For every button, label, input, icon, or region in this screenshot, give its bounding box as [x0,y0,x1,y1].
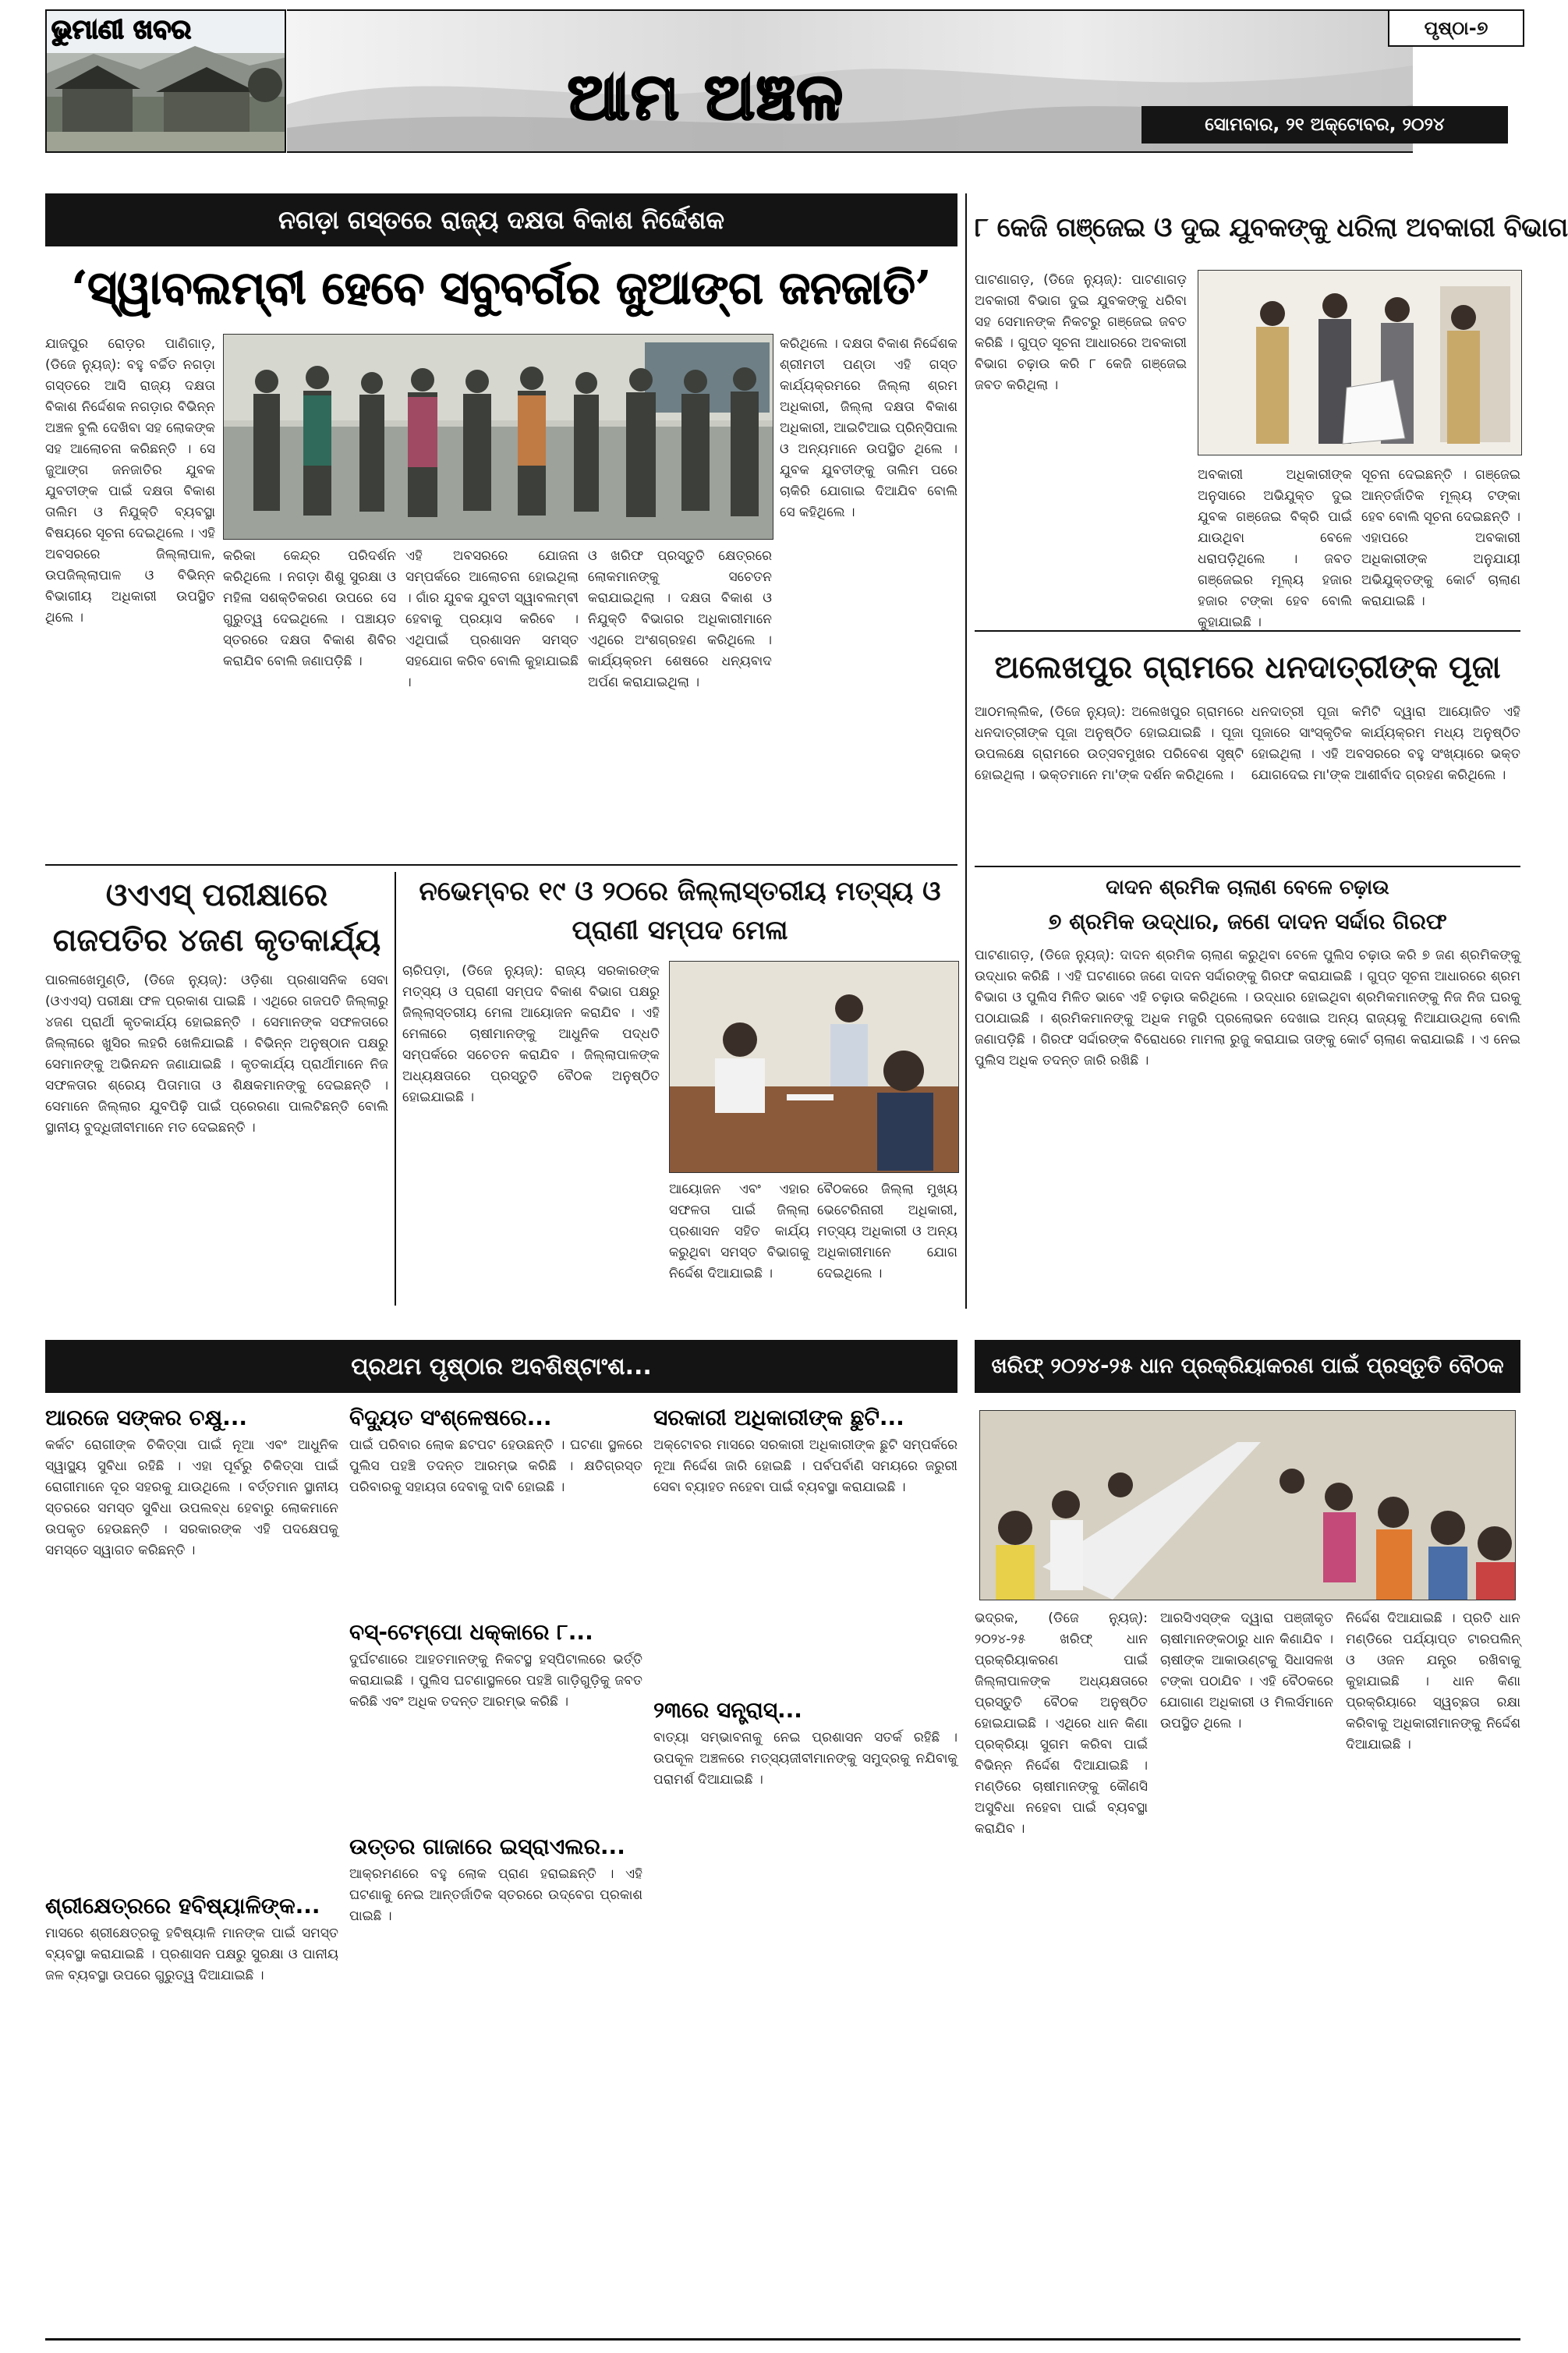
labour-kicker: ଦାଦନ ଶ୍ରମିକ ଚାଲାଣ ବେଳେ ଚଢ଼ାଉ [1106,876,1389,899]
oas-mela-rule [395,872,396,1306]
lead-photo [223,334,773,540]
kharif-col-2: ଆରସିଏସ୍ଙ୍କ ଦ୍ୱାରା ପଞ୍ଜୀକୃତ ଚାଷୀମାନଙ୍କଠାରୁ ଧାନ କିଣାଯିବ । ଚାଷୀଙ୍କ ଆକାଉଣ୍ଟକୁ ସିଧାସଳଖ ଟଙ୍କା ପଠାଯିବ । ଏହି ବୈଠକରେ ଯୋଗାଣ ଅଧିକାରୀ ଓ ମିଲର୍ସମାନେ ଉପସ୍ଥିତ ଥିଲେ । [1160,1611,1333,1731]
lead-col-2: କରିଥିଲେ । ଦକ୍ଷତା ବିକାଶ ନିର୍ଦ୍ଦେଶକ ଶ୍ରୀମତୀ ପଣ୍ଡା ଏହି ଗସ୍ତ କାର୍ଯ୍ୟକ୍ରମରେ ଜିଲ୍ଲା ଶ୍ରମ ଅଧିକାରୀ, ଜିଲ୍ଲା ଦକ୍ଷତା ବିକାଶ ଅଧିକାରୀ, ଆଇଟିଆଇ ପ୍ରିନ୍ସିପାଲ ଓ ଅନ୍ୟମାନେ ଉପସ୍ଥିତ ଥିଲେ । ଯୁବକ ଯୁବତୀଙ୍କୁ ତାଲିମ ପରେ ଚାକିରି ଯୋଗାଇ ଦିଆଯିବ ବୋଲି ସେ କହିଥିଲେ । [780,336,957,520]
puja-col-1: ଆଠମଲ୍ଲିକ, (ଡିଜେ ନ୍ୟୁଜ୍): ଅଲେଖପୁର ଗ୍ରାମରେ ଧନଦାତ୍ରୀଙ୍କ ପୂଜା ଅନୁଷ୍ଠିତ ହୋଇଯାଇଛି । ପୂଜା ଉପଲକ୍ଷେ ଗ୍ରାମରେ ଉତ୍ସବମୁଖର ପରିବେଶ ସୃଷ୍ଟି ହୋଇଥିଲା । ଭକ୍ତମାନେ ମା'ଙ୍କ ଦର୍ଶନ କରିଥିଲେ । [975,704,1244,783]
footer-rule [45,2338,1520,2341]
issue-date: ସୋମବାର, ୨୧ ଅକ୍ଟୋବର, ୨୦୨୪ [1141,106,1508,144]
kharif-headline: ଖରିଫ୍ ୨୦୨୪-୨୫ ଧାନ ପ୍ରକ୍ରିୟାକରଣ ପାଇଁ ପ୍ରସ୍ତୁତି ବୈଠକ [991,1354,1504,1378]
kharif-col-1: ଭଦ୍ରକ, (ଡିଜେ ନ୍ୟୁଜ୍): ୨୦୨୪-୨୫ ଖରିଫ୍ ଧାନ ପ୍ରକ୍ରିୟାକରଣ ପାଇଁ ଜିଲ୍ଲାପାଳଙ୍କ ଅଧ୍ୟକ୍ଷତାରେ ପ୍ରସ୍ତୁତି ବୈଠକ ଅନୁଷ୍ଠିତ ହୋଇଯାଇଛି । ଏଥିରେ ଧାନ କିଣା ପ୍ରକ୍ରିୟା ସୁଗମ କରିବା ପାଇଁ ବିଭିନ୍ନ ନିର୍ଦ୍ଦେଶ ଦିଆଯାଇଛି । ମଣ୍ଡିରେ ଚାଷୀମାନଙ୍କୁ କୌଣସି ଅସୁବିଧା ନହେବା ପାଇଁ ବ୍ୟବସ୍ଥା କରାଯିବ । [975,1611,1148,1837]
lead-kicker-bar [45,193,957,246]
puja-rule [975,630,1520,632]
puja-col-2: ଧନଦାତ୍ରୀ ପୂଜା କମିଟି ଦ୍ୱାରା ଆୟୋଜିତ ଏହି ପୂଜାରେ ସାଂସ୍କୃତିକ କାର୍ଯ୍ୟକ୍ରମ ମଧ୍ୟ ଅନୁଷ୍ଠିତ ହୋଇଥିଲା । ଏହି ଅବସରରେ ବହୁ ସଂଖ୍ୟାରେ ଭକ୍ତ ଯୋଗଦେଇ ମା'ଙ୍କ ଆଶୀର୍ବାଦ ଗ୍ରହଣ କରିଥିଲେ । [1251,704,1520,783]
ganja-headline: ୮ କେଜି ଗଞ୍ଜେଇ ଓ ଦୁଇ ଯୁବକଙ୍କୁ ଧରିଲା ଅବକାରୀ ବିଭାଗ [975,212,1568,243]
remainder-text: ଆକ୍ରମଣରେ ବହୁ ଲୋକ ପ୍ରାଣ ହରାଇଛନ୍ତି । ଏହି ଘଟଣାକୁ ନେଇ ଆନ୍ତର୍ଜାତିକ ସ୍ତରରେ ଉଦ୍ବେଗ ପ୍ରକାଶ ପାଇଛି । [349,1866,642,1924]
mela-col-1: ଚାରିପଡ଼ା, (ଡିଜେ ନ୍ୟୁଜ୍): ରାଜ୍ୟ ସରକାରଙ୍କ ମତ୍ସ୍ୟ ଓ ପ୍ରାଣୀ ସମ୍ପଦ ବିକାଶ ବିଭାଗ ପକ୍ଷରୁ ଜିଲ୍ଲାସ୍ତରୀୟ ମେଳା ଆୟୋଜନ କରାଯିବ । ଏହି ମେଳାରେ ଚାଷୀମାନଙ୍କୁ ଆଧୁନିକ ପଦ୍ଧତି ସମ୍ପର୍କରେ ସଚେତନ କରାଯିବ । ଜିଲ୍ଲାପାଳଙ୍କ ଅଧ୍ୟକ୍ଷତାରେ ପ୍ରସ୍ତୁତି ବୈଠକ ଅନୁଷ୍ଠିତ ହୋଇଯାଇଛି । [402,963,660,1105]
remainder-heading: ବିଦ୍ୟୁତ ସଂଶ୍ଳେଷରେ... [349,1405,552,1430]
ganja-col-2: ଅବକାରୀ ଅଧିକାରୀଙ୍କ ଅନୁସାରେ ଅଭିଯୁକ୍ତ ଦୁଇ ଯୁବକ ଗଞ୍ଜେଇ ବିକ୍ରି ପାଇଁ ଯାଉଥିବା ବେଳେ ଧରାପଡ଼ିଥିଲେ । ଜବତ ଗଞ୍ଜେଇର ମୂଲ୍ୟ ହଜାର ହଜାର ଟଙ୍କା ହେବ ବୋଲି କୁହାଯାଇଛି । [1198,467,1352,630]
remainder-title-bar [45,1340,957,1393]
ganja-col-3: ସୂଚନା ଦେଇଛନ୍ତି । ଗଞ୍ଜେଇ ଆନ୍ତର୍ଜାତିକ ମୂଲ୍ୟ ଟଙ୍କା ହେବ ବୋଲି ସୂଚନା ଦେଇଛନ୍ତି । ଏହାପରେ ଅବକାରୀ ଅଧିକାରୀଙ୍କ ଅନୁଯାୟୀ ଅଭିଯୁକ୍ତଙ୍କୁ କୋର୍ଟ ଚାଲାଣ କରାଯାଇଛି । [1361,467,1520,609]
remainder-text: ଅକ୍ଟୋବର ମାସରେ ସରକାରୀ ଅଧିକାରୀଙ୍କ ଛୁଟି ସମ୍ପର୍କରେ ନୂଆ ନିର୍ଦ୍ଦେଶ ଜାରି ହୋଇଛି । ପର୍ବପର୍ବାଣି ସମୟରେ ଜରୁରୀ ସେବା ବ୍ୟାହତ ନହେବା ପାଇଁ ବ୍ୟବସ୍ଥା କରାଯାଇଛି । [653,1437,957,1495]
labour-rule [975,866,1520,867]
remainder-heading: ସରକାରୀ ଅଧିକାରୀଙ୍କ ଛୁଟି... [653,1405,904,1430]
labour-headline: ୭ ଶ୍ରମିକ ଉଦ୍ଧାର, ଜଣେ ଦାଦନ ସର୍ଦ୍ଦାର ଗିରଫ [1048,909,1447,934]
lead-col-4: ଏହି ଅବସରରେ ଯୋଜନା ସମ୍ପର୍କରେ ଆଲୋଚନା ହୋଇଥିଲା । ଗାଁର ଯୁବକ ଯୁବତୀ ସ୍ୱାବଲମ୍ବୀ ହେବାକୁ ପ୍ରୟାସ କରିବେ । ଏଥିପାଇଁ ପ୍ରଶାସନ ସମସ୍ତ ସହଯୋଗ କରିବ ବୋଲି କୁହାଯାଇଛି । [405,548,579,690]
labour-body: ପାଟଣାଗଡ଼, (ଡିଜେ ନ୍ୟୁଜ୍): ଦାଦନ ଶ୍ରମିକ ଚାଲାଣ କରୁଥିବା ବେଳେ ପୁଲିସ ଚଢ଼ାଉ କରି ୭ ଜଣ ଶ୍ରମିକଙ୍କୁ ଉଦ୍ଧାର କରିଛି । ଏହି ଘଟଣାରେ ଜଣେ ଦାଦନ ସର୍ଦ୍ଦାରଙ୍କୁ ଗିରଫ କରାଯାଇଛି । ଗୁପ୍ତ ସୂଚନା ଆଧାରରେ ଶ୍ରମ ବିଭାଗ ଓ ପୁଲିସ ମିଳିତ ଭାବେ ଏହି ଚଢ଼ାଉ କରିଥିଲେ । ଉଦ୍ଧାର ହୋଇଥିବା ଶ୍ରମିକମାନଙ୍କୁ ନିଜ ନିଜ ଘରକୁ ପଠାଯାଇଛି । ଶ୍ରମିକମାନଙ୍କୁ ଅଧିକ ମଜୁରି ପ୍ରଲୋଭନ ଦେଖାଇ ଅନ୍ୟ ରାଜ୍ୟକୁ ନିଆଯାଉଥିଲା ବୋଲି ଜଣାପଡ଼ିଛି । ଗିରଫ ସର୍ଦ୍ଦାରଙ୍କ ବିରୋଧରେ ମାମଲା ରୁଜୁ କରାଯାଇ ତାଙ୍କୁ କୋର୍ଟ ଚାଲାଣ କରାଯାଇଛି । ଏ ନେଇ ପୁଲିସ ଅଧିକ ତଦନ୍ତ ଜାରି ରଖିଛି । [975,948,1520,1068]
oas-rule [45,864,957,866]
remainder-heading: ଆରଜେ ସଙ୍କର ଚକ୍ଷୁ... [45,1405,247,1430]
remainder-heading: ଶ୍ରୀକ୍ଷେତ୍ରରେ ହବିଷ୍ୟାଳିଙ୍କ... [45,1893,320,1919]
remainder-col-1 [45,1401,338,2329]
lead-col-3: କରିକା କେନ୍ଦ୍ର ପରିଦର୍ଶନ କରିଥିଲେ । ନଗଡ଼ା ଶିଶୁ ସୁରକ୍ଷା ଓ ମହିଳା ସଶକ୍ତିକରଣ ଉପରେ ସେ ଗୁରୁତ୍ୱ ଦେଇଥିଲେ । ପଞ୍ଚାୟତ ସ୍ତରରେ ଦକ୍ଷତା ବିକାଶ ଶିବିର କରାଯିବ ବୋଲି ଜଣାପଡ଼ିଛି । [223,548,396,669]
remainder-text: ବାତ୍ୟା ସମ୍ଭାବନାକୁ ନେଇ ପ୍ରଶାସନ ସତର୍କ ରହିଛି । ଉପକୂଳ ଅଞ୍ଚଳରେ ମତ୍ସ୍ୟଜୀବୀମାନଙ୍କୁ ସମୁଦ୍ରକୁ ନଯିବାକୁ ପରାମର୍ଶ ଦିଆଯାଇଛି । [653,1730,957,1788]
puja-headline: ଅଲେଖପୁର ଗ୍ରାମରେ ଧନଦାତ୍ରୀଙ୍କ ପୂଜା [994,650,1501,686]
column-rule [965,193,967,1309]
remainder-text: ମାସରେ ଶ୍ରୀକ୍ଷେତ୍ରକୁ ହବିଷ୍ୟାଳି ମାନଙ୍କ ପାଇଁ ସମସ୍ତ ବ୍ୟବସ୍ଥା କରାଯାଇଛି । ପ୍ରଶାସନ ପକ୍ଷରୁ ସୁରକ୍ଷା ଓ ପାନୀୟ ଜଳ ବ୍ୟବସ୍ଥା ଉପରେ ଗୁରୁତ୍ୱ ଦିଆଯାଇଛି । [45,1926,338,1983]
remainder-heading: ୨୩ରେ ସନ୍ତ୍ରାସ୍... [653,1697,802,1723]
section-title: ଆମ ଅଞ୍ଚଳ [568,59,844,134]
lead-col-1: ଯାଜପୁର ରୋଡ଼ର ପାଣିଗାଡ଼, (ଡିଜେ ନ୍ୟୁଜ୍): ବହୁ ବର୍ଚ୍ଚିତ ନଗଡ଼ା ଗସ୍ତରେ ଆସି ରାଜ୍ୟ ଦକ୍ଷତା ବିକାଶ ନିର୍ଦ୍ଦେଶକ ନଗଡ଼ାର ବିଭିନ୍ନ ଅଞ୍ଚଳ ବୁଲି ଦେଖିବା ସହ ଲୋକଙ୍କ ସହ ଆଲୋଚନା କରିଛନ୍ତି । ସେ ଜୁଆଙ୍ଗ ଜନଜାତିର ଯୁବକ ଯୁବତୀଙ୍କ ପାଇଁ ଦକ୍ଷତା ବିକାଶ ତାଲିମ ଓ ନିଯୁକ୍ତି ବ୍ୟବସ୍ଥା ବିଷୟରେ ସୂଚନା ଦେଇଥିଲେ । ଏହି ଅବସରରେ ଜିଲ୍ଲାପାଳ, ଉପଜିଲ୍ଲାପାଳ ଓ ବିଭିନ୍ନ ବିଭାଗୀୟ ଅଧିକାରୀ ଉପସ୍ଥିତ ଥିଲେ । [45,336,215,625]
oas-headline-1: ଓଏଏସ୍ ପରୀକ୍ଷାରେ [105,877,328,913]
oas-body: ପାରଳାଖେମୁଣ୍ଡି, (ଡିଜେ ନ୍ୟୁଜ୍): ଓଡ଼ିଶା ପ୍ରଶାସନିକ ସେବା (ଓଏଏସ୍) ପରୀକ୍ଷା ଫଳ ପ୍ରକାଶ ପାଇଛି । ଏଥିରେ ଗଜପତି ଜିଲ୍ଲାରୁ ୪ଜଣ ପ୍ରାର୍ଥୀ କୃତକାର୍ଯ୍ୟ ହୋଇଛନ୍ତି । ସେମାନଙ୍କ ସଫଳତାରେ ଜିଲ୍ଲାରେ ଖୁସିର ଲହରି ଖେଳିଯାଇଛି । ବିଭିନ୍ନ ଅନୁଷ୍ଠାନ ପକ୍ଷରୁ ସେମାନଙ୍କୁ ଅଭିନନ୍ଦନ ଜଣାଯାଇଛି । କୃତକାର୍ଯ୍ୟ ପ୍ରାର୍ଥୀମାନେ ନିଜ ସଫଳତାର ଶ୍ରେୟ ପିତାମାତା ଓ ଶିକ୍ଷକମାନଙ୍କୁ ଦେଇଛନ୍ତି । ସେମାନେ ଜିଲ୍ଲାର ଯୁବପିଢ଼ି ପାଇଁ ପ୍ରେରଣା ପାଲଟିଛନ୍ତି ବୋଲି ସ୍ଥାନୀୟ ବୁଦ୍ଧିଜୀବୀମାନେ ମତ ଦେଇଛନ୍ତି । [45,973,388,1136]
remainder-col-2 [349,1401,642,2329]
brand-name: ଭୁମାଣୀ ଖବର [51,14,192,45]
mela-col-3: ବୈଠକରେ ଜିଲ୍ଲା ମୁଖ୍ୟ ଭେଟେରିନାରୀ ଅଧିକାରୀ, ମତ୍ସ୍ୟ ଅଧିକାରୀ ଓ ଅନ୍ୟ ଅଧିକାରୀମାନେ ଯୋଗ ଦେଇଥିଲେ । [817,1182,957,1281]
kharif-photo [979,1410,1516,1600]
mela-photo [669,961,959,1173]
lead-headline: ‘ସ୍ୱାବଲମ୍ବୀ ହେବେ ସବୁବର୍ଗର ଜୁଆଙ୍ଗ ଜନଜାତି’ [72,261,931,314]
mela-headline: ନଭେମ୍ବର ୧୯ ଓ ୨୦ରେ ଜିଲ୍ଲାସ୍ତରୀୟ ମତ୍ସ୍ୟ ଓ ପ୍ରାଣୀ ସମ୍ପଦ ମେଳା [419,876,941,946]
masthead [45,5,1521,153]
lead-col-5: ଓ ଖରିଫ ପ୍ରସ୍ତୁତି କ୍ଷେତ୍ରରେ ଲୋକମାନଙ୍କୁ ସଚେତନ କରାଯାଇଥିଲା । ଦକ୍ଷତା ବିକାଶ ଓ ନିଯୁକ୍ତି ବିଭାଗର ଅଧିକାରୀମାନେ ଏଥିରେ ଅଂଶଗ୍ରହଣ କରିଥିଲେ । କାର୍ଯ୍ୟକ୍ରମ ଶେଷରେ ଧନ୍ୟବାଦ ଅର୍ପଣ କରାଯାଇଥିଲା । [588,548,772,690]
remainder-text: ପାଇଁ ପରିବାର ଲୋକ ଛଟପଟ ହେଉଛନ୍ତି । ଘଟଣା ସ୍ଥଳରେ ପୁଲିସ ପହଞ୍ଚି ତଦନ୍ତ ଆରମ୍ଭ କରିଛି । କ୍ଷତିଗ୍ରସ୍ତ ପରିବାରକୁ ସହାୟତା ଦେବାକୁ ଦାବି ହୋଇଛି । [349,1437,642,1495]
remainder-text: ଦୁର୍ଘଟଣାରେ ଆହତମାନଙ୍କୁ ନିକଟସ୍ଥ ହସ୍ପିଟାଲରେ ଭର୍ତ୍ତି କରାଯାଇଛି । ପୁଲିସ ଘଟଣାସ୍ଥଳରେ ପହଞ୍ଚି ଗାଡ଼ିଗୁଡ଼ିକୁ ଜବତ କରିଛି ଏବଂ ଅଧିକ ତଦନ୍ତ ଆରମ୍ଭ କରିଛି । [349,1652,642,1710]
remainder-text: କର୍କଟ ରୋଗୀଙ୍କ ଚିକିତ୍ସା ପାଇଁ ନୂଆ ଏବଂ ଆଧୁନିକ ସ୍ୱାସ୍ଥ୍ୟ ସୁବିଧା ରହିଛି । ଏହା ପୂର୍ବରୁ ଚିକିତ୍ସା ପାଇଁ ରୋଗୀମାନେ ଦୂର ସହରକୁ ଯାଉଥିଲେ । ବର୍ତ୍ତମାନ ସ୍ଥାନୀୟ ସ୍ତରରେ ସମସ୍ତ ସୁବିଧା ଉପଲବ୍ଧ ହେବାରୁ ଲୋକମାନେ ଉପକୃତ ହେଉଛନ୍ତି । ସରକାରଙ୍କ ଏହି ପଦକ୍ଷେପକୁ ସମସ୍ତେ ସ୍ୱାଗତ କରିଛନ୍ତି । [45,1437,338,1558]
masthead-photo [45,9,286,153]
remainder-heading: ବସ୍-ଟେମ୍ପୋ ଧକ୍କାରେ ୮... [349,1619,593,1645]
remainder-heading: ଉତ୍ତର ଗାଜାରେ ଇସ୍ରାଏଲର... [349,1834,625,1859]
mela-col-2: ଆୟୋଜନ ଏବଂ ଏହାର ସଫଳତା ପାଇଁ ଜିଲ୍ଲା ପ୍ରଶାସନ ସହିତ କାର୍ଯ୍ୟ କରୁଥିବା ସମସ୍ତ ବିଭାଗକୁ ନିର୍ଦ୍ଦେଶ ଦିଆଯାଇଛି । [669,1182,809,1281]
kharif-headline-bar [975,1340,1520,1393]
ganja-photo [1198,270,1522,455]
oas-headline-2: ଗଜପତିର ୪ଜଣ କୃତକାର୍ଯ୍ୟ [52,923,381,959]
remainder-title: ପ୍ରଥମ ପୃଷ୍ଠାର ଅବଶିଷ୍ଟାଂଶ... [351,1352,652,1380]
ganja-col-1: ପାଟଣାଗଡ଼, (ଡିଜେ ନ୍ୟୁଜ୍): ପାଟଣାଗଡ଼ ଅବକାରୀ ବିଭାଗ ଦୁଇ ଯୁବକଙ୍କୁ ଧରିବା ସହ ସେମାନଙ୍କ ନିକଟରୁ ଗଞ୍ଜେଇ ଜବତ କରିଛି । ଗୁପ୍ତ ସୂଚନା ଆଧାରରେ ଅବକାରୀ ବିଭାଗ ଚଢ଼ାଉ କରି ୮ କେଜି ଗଞ୍ଜେଇ ଜବତ କରିଥିଲା । [975,272,1187,393]
page-number: ପୃଷ୍ଠା-୭ [1388,9,1524,47]
lead-kicker: ନଗଡ଼ା ଗସ୍ତରେ ରାଜ୍ୟ ଦକ୍ଷତା ବିକାଶ ନିର୍ଦ୍ଦେଶକ [278,204,725,235]
remainder-col-3 [653,1401,957,2329]
kharif-col-3: ନିର୍ଦ୍ଦେଶ ଦିଆଯାଇଛି । ପ୍ରତି ଧାନ ମଣ୍ଡିରେ ପର୍ଯ୍ୟାପ୍ତ ଟାରପଲିନ୍ ଓ ଓଜନ ଯନ୍ତ୍ର ରଖିବାକୁ କୁହାଯାଇଛି । ଧାନ କିଣା ପ୍ରକ୍ରିୟାରେ ସ୍ୱଚ୍ଛତା ରକ୍ଷା କରିବାକୁ ଅଧିକାରୀମାନଙ୍କୁ ନିର୍ଦ୍ଦେଶ ଦିଆଯାଇଛି । [1346,1611,1520,1752]
